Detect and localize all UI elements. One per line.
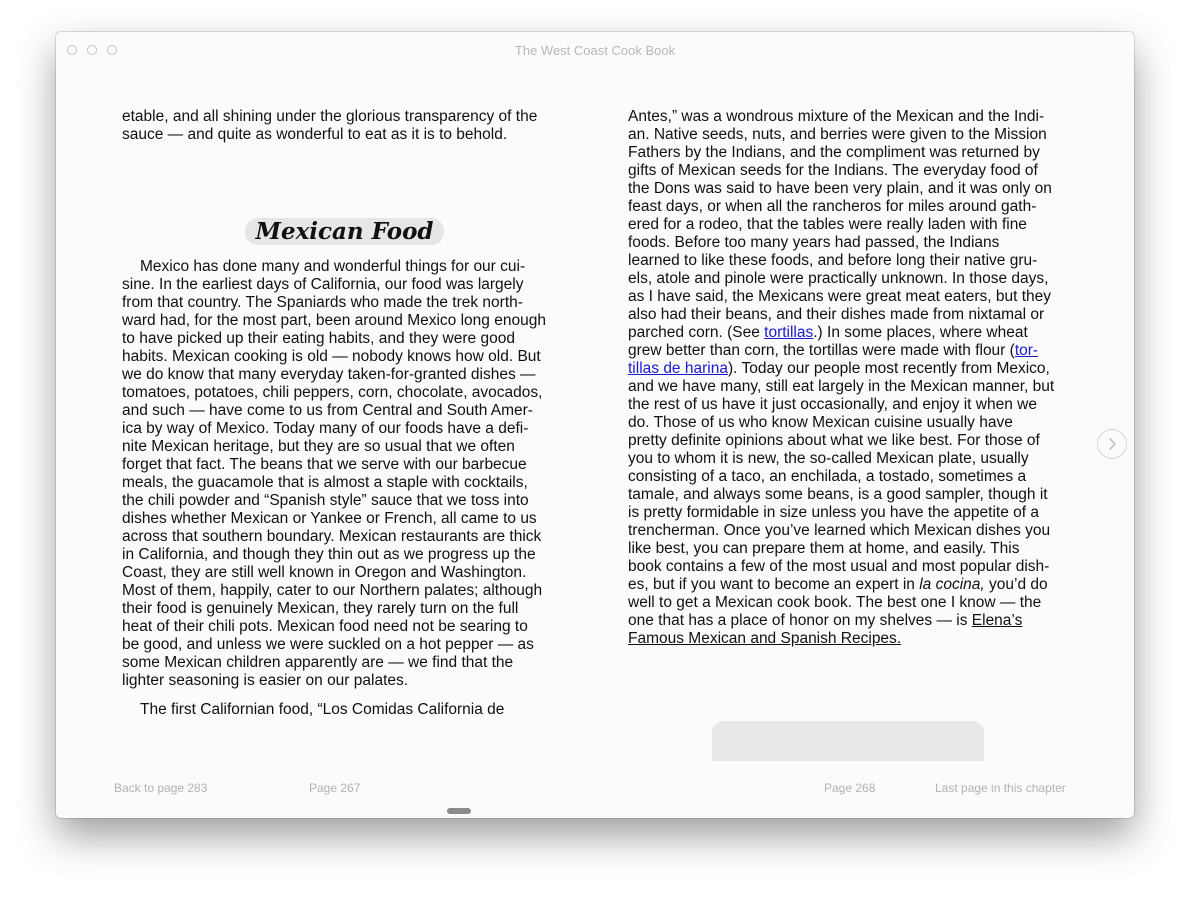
- text-fragment: ). Today our people most recently from Mexico,: [727, 360, 1050, 377]
- text-fragment: .) In some places, where wheat: [813, 324, 1028, 341]
- text-line: nite Mexican heritage, but they are so usual that we often: [122, 438, 515, 455]
- link-tortillas[interactable]: tortillas: [764, 324, 814, 341]
- right-page: [628, 108, 1073, 648]
- text-line: in California, and though they thin out as we progress up the: [122, 546, 536, 563]
- text-line: [628, 342, 1073, 360]
- text-line: like best, you can prepare them at home, and easily. This: [628, 540, 1020, 557]
- text-line: the chili powder and “Spanish style” sauce that we toss into: [122, 492, 529, 509]
- title-bar: [56, 32, 1134, 68]
- text-line: also had their beans, and their dishes made from nixtamal or: [628, 306, 1045, 323]
- text-line: [628, 576, 1073, 594]
- text-line: lighter seasoning is easier on our palates.: [122, 672, 409, 689]
- text-fragment: grew better than corn, the tortillas were made with flour (: [628, 342, 1015, 359]
- left-page: [122, 108, 567, 719]
- text-line: forget that fact. The beans that we serve with our barbecue: [122, 456, 527, 473]
- text-line: pretty definite opinions about what we like best. For those of: [628, 432, 1040, 449]
- text-line: tamale, and always some beans, is a good sampler, though it: [628, 486, 1048, 503]
- text-line: the rest of us have it just occasionally, and enjoy it when we: [628, 396, 1037, 413]
- text-line: trencherman. Once you’ve learned which Mexican dishes you: [628, 522, 1051, 539]
- text-line: feast days, or when all the rancheros for miles around gath-: [628, 198, 1037, 215]
- text-line: learned to like these foods, and before long their native gru-: [628, 252, 1038, 269]
- text-line: heat of their chili pots. Mexican food need not be searing to: [122, 618, 528, 635]
- text-line: Coast, they are still well known in Oregon and Washington.: [122, 564, 527, 581]
- text-line: well to get a Mexican cook book. The best one I know — the: [628, 594, 1042, 611]
- text-line: tomatoes, potatoes, chili peppers, corn, chocolate, avocados,: [122, 384, 543, 401]
- link-tortillas-de-harina[interactable]: tillas de harina: [628, 360, 728, 377]
- text-line: gifts of Mexican seeds for the Indians. The everyday food of: [628, 162, 1038, 179]
- text-line: we do know that many everyday taken-for-granted dishes —: [122, 366, 536, 383]
- text-line: ica by way of Mexico. Today many of our foods have a defi-: [122, 420, 529, 437]
- text-line: you to whom it is new, the so-called Mexican plate, usually: [628, 450, 1029, 467]
- text-fragment: one that has a place of honor on my shelves — is: [628, 612, 972, 629]
- text-line: Mexico has done many and wonderful things for our cui-: [140, 258, 526, 275]
- text-line: ered for a rodeo, that the tables were really laden with fine: [628, 216, 1027, 233]
- right-page-number: Page 268: [824, 781, 876, 795]
- text-line: sine. In the earliest days of California, our food was largely: [122, 276, 524, 293]
- text-line: from that country. The Spaniards who made the trek north-: [122, 294, 523, 311]
- text-fragment: parched corn. (See: [628, 324, 765, 341]
- text-line: consisting of a taco, an enchilada, a tostado, sometimes a: [628, 468, 1027, 485]
- text-line: etable, and all shining under the glorious transparency of the: [122, 108, 538, 125]
- text-line: Most of them, happily, cater to our Northern palates; although: [122, 582, 543, 599]
- text-line: and we have many, still eat largely in the Mexican manner, but: [628, 378, 1055, 395]
- text-line: be good, and unless we were suckled on a hot pepper — as: [122, 636, 534, 653]
- text-line: and such — have come to us from Central and South Amer-: [122, 402, 533, 419]
- reader-window: [56, 32, 1134, 818]
- text-line: to have picked up their eating habits, and they were good: [122, 330, 515, 347]
- text-line: [628, 630, 1073, 648]
- text-line: across that southern boundary. Mexican restaurants are thick: [122, 528, 542, 545]
- chapter-title: Mexican Food: [245, 218, 443, 245]
- text-line: ward had, for the most part, been around Mexico long enough: [122, 312, 546, 329]
- text-line: Antes,” was a wondrous mixture of the Mexican and the Indi-: [628, 108, 1045, 125]
- resize-handle[interactable]: [447, 808, 471, 814]
- chevron-right-icon: [1105, 437, 1119, 451]
- chapter-heading: [122, 218, 567, 245]
- text-fragment: you’d do: [984, 576, 1048, 593]
- text-line: habits. Mexican cooking is old — nobody knows how old. But: [122, 348, 541, 365]
- text-line: Fathers by the Indians, and the compliment was returned by: [628, 144, 1040, 161]
- book-title: Elena’s: [971, 612, 1023, 629]
- text-line: sauce — and quite as wonderful to eat as it is to behold.: [122, 126, 508, 143]
- text-line: The first Californian food, “Los Comidas California de: [140, 701, 505, 718]
- text-line: as I have said, the Mexicans were great meat eaters, but they: [628, 288, 1052, 305]
- image-placeholder: [712, 721, 984, 761]
- text-line: [628, 360, 1073, 378]
- next-page-button[interactable]: [1097, 429, 1127, 459]
- chapter-position-label: Last page in this chapter: [935, 781, 1066, 795]
- book-title: Famous Mexican and Spanish Recipes.: [628, 630, 902, 647]
- text-line: [628, 324, 1073, 342]
- text-fragment: es, but if you want to become an expert in: [628, 576, 920, 593]
- text-line: the Dons was said to have been very plain, and it was only on: [628, 180, 1052, 197]
- link-tortillas-de-harina[interactable]: tor-: [1014, 342, 1039, 359]
- window-title: The West Coast Cook Book: [514, 43, 676, 58]
- text-line: book contains a few of the most usual and most popular dish-: [628, 558, 1050, 575]
- text-line: dishes whether Mexican or Yankee or French, all came to us: [122, 510, 537, 527]
- text-line: foods. Before too many years had passed, the Indians: [628, 234, 1000, 251]
- text-line: els, atole and pinole were practically unknown. In those days,: [628, 270, 1049, 287]
- left-page-number: Page 267: [309, 781, 361, 795]
- italic-phrase: la cocina,: [919, 576, 985, 593]
- text-line: some Mexican children apparently are — we find that the: [122, 654, 514, 671]
- back-to-page-link[interactable]: Back to page 283: [114, 781, 208, 795]
- text-line: is pretty formidable in size unless you have the appetite of a: [628, 504, 1039, 521]
- text-line: their food is genuinely Mexican, they rarely turn on the full: [122, 600, 519, 617]
- text-line: do. Those of us who know Mexican cuisine usually have: [628, 414, 1013, 431]
- text-line: meals, the guacamole that is almost a staple with cocktails,: [122, 474, 528, 491]
- text-line: [628, 612, 1073, 630]
- text-line: an. Native seeds, nuts, and berries were given to the Mission: [628, 126, 1047, 143]
